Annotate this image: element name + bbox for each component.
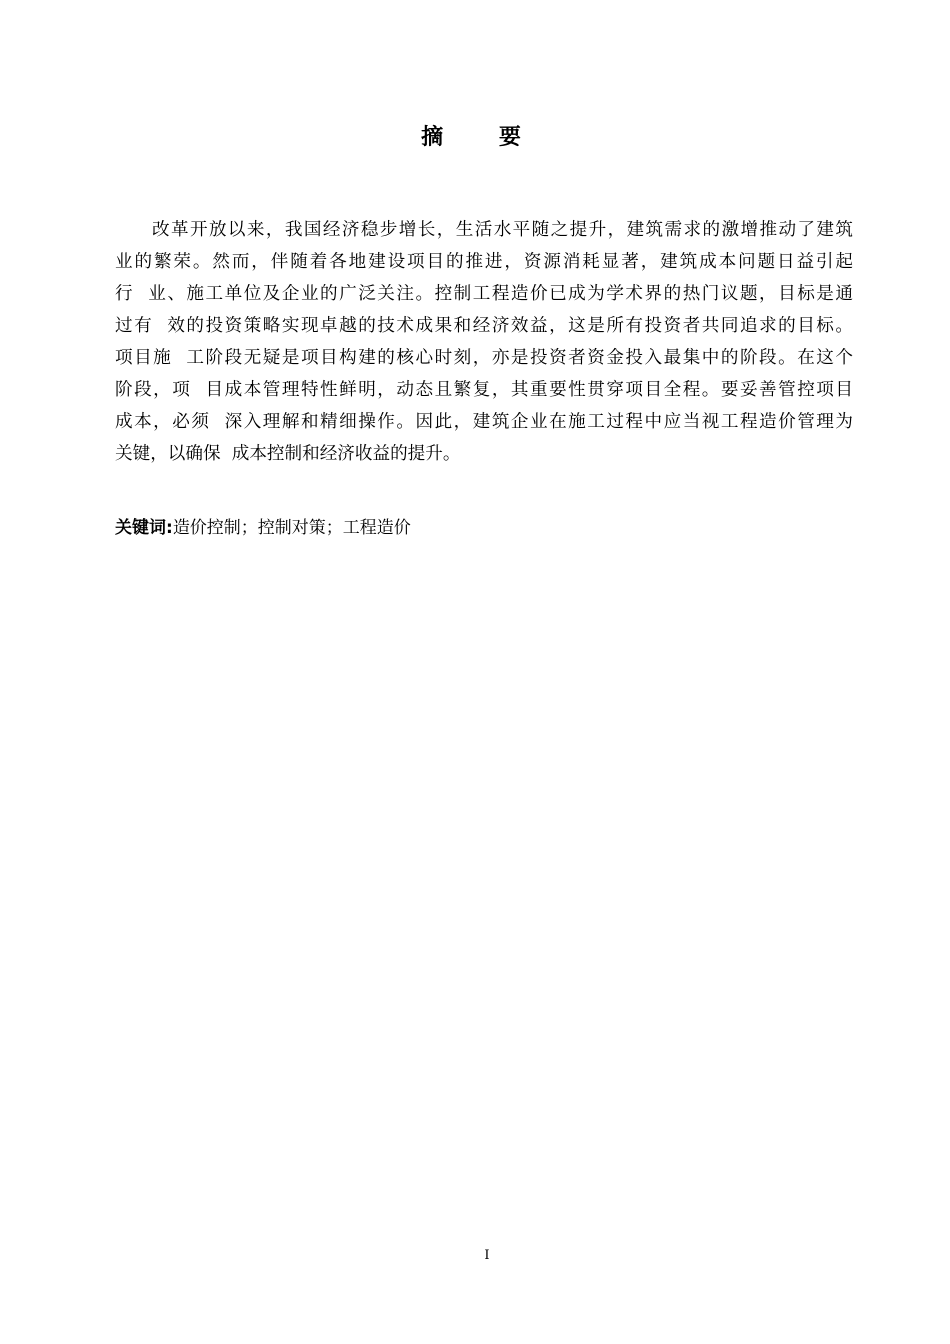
abstract-line-2: 业的繁荣。然而，伴随着各地建设项目的推进，资源消耗显著，建筑成本问题日益引起 [115, 252, 853, 272]
abstract-line-4: 过有 效的投资策略实现卓越的技术成果和经济效益，这是所有投资者共同追求的目标。 [115, 316, 853, 336]
keywords-value: 造价控制；控制对策；工程造价 [172, 518, 411, 538]
abstract-body [115, 214, 853, 470]
keywords-line [115, 512, 411, 544]
abstract-line-1: 改革开放以来，我国经济稳步增长，生活水平随之提升，建筑需求的激增推动了建筑 [152, 220, 853, 240]
abstract-line-7: 成本，必须 深入理解和精细操作。因此，建筑企业在施工过程中应当视工程造价管理为 [115, 412, 853, 432]
abstract-line-8: 关键，以确保 成本控制和经济收益的提升。 [115, 444, 461, 464]
page-title: 摘 要 [421, 125, 545, 150]
page-number: I [484, 1248, 490, 1263]
abstract-line-6: 阶段，项 目成本管理特性鲜明，动态且繁复，其重要性贯穿项目全程。要妥善管控项目 [115, 380, 853, 400]
keywords-label: 关键词: [115, 518, 173, 538]
abstract-line-3: 行 业、施工单位及企业的广泛关注。控制工程造价已成为学术界的热门议题，目标是通 [115, 284, 853, 304]
abstract-line-5: 项目施 工阶段无疑是项目构建的核心时刻，亦是投资者资金投入最集中的阶段。在这个 [115, 348, 853, 368]
